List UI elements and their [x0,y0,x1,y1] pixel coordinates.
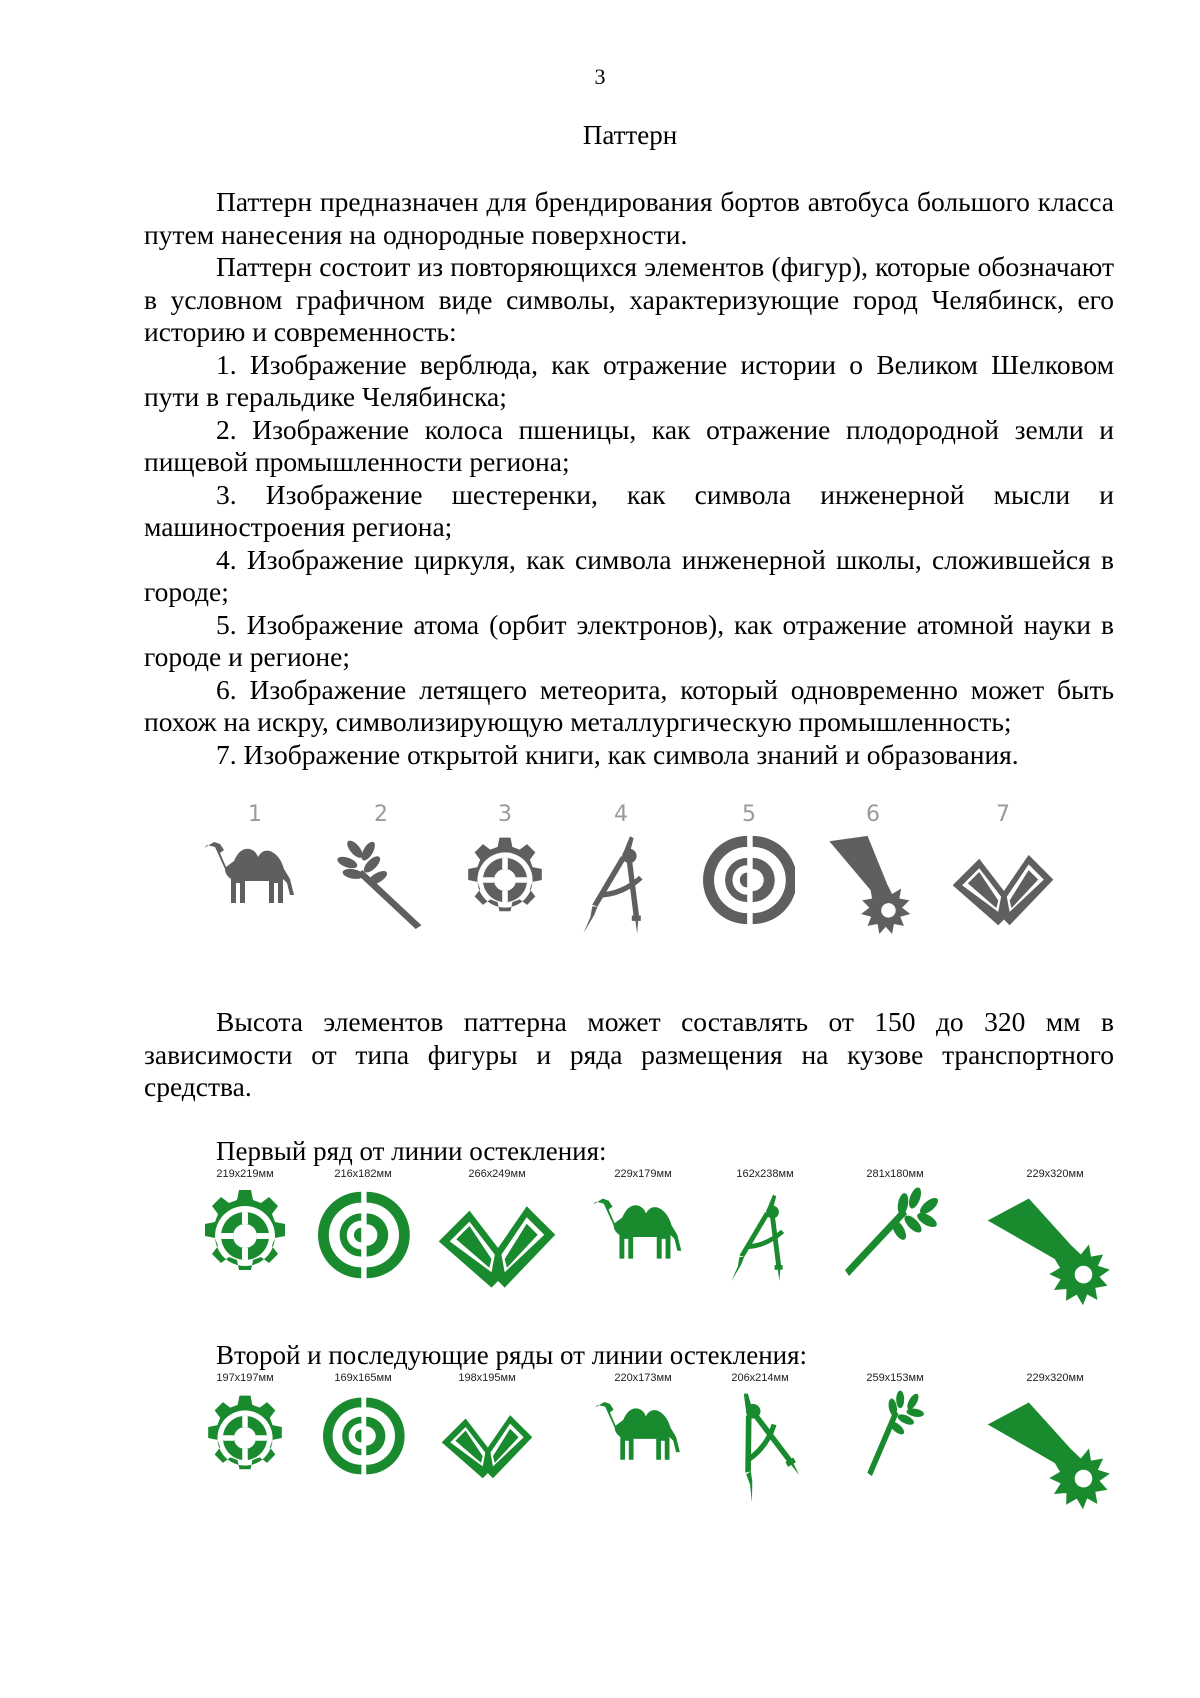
legend-number: 3 [498,802,512,827]
book-icon [435,1182,559,1292]
row1-item [990,1168,1120,1316]
paragraph: Паттерн предназначен для брендирования бортов автобуса большого класса путем нанесения на однородные поверхности. [144,186,1114,250]
dimension-label: 219x219мм [216,1168,274,1180]
compass-icon [725,1182,805,1292]
dimension-label: 281x180мм [866,1168,924,1180]
legend-number: 2 [374,802,388,827]
legend-number: 5 [742,802,756,827]
list-item: 3. Изображение шестеренки, как символа инженерной мысли и машиностроения региона; [144,478,1114,542]
dimension-label: 162x238мм [736,1168,794,1180]
list-item: 4. Изображение циркуля, как символа инженерной школы, сложившейся в городе; [144,543,1114,607]
dimension-label: 229x320мм [1026,1372,1084,1384]
list-item: 6. Изображение летящего метеорита, который одновременно может быть похож на искру, символизирующую металлургическую промышленность; [144,673,1114,737]
row1-item [308,1168,418,1280]
wheat-icon [839,1369,950,1496]
row2-item [308,1372,418,1476]
book-icon [440,1394,534,1484]
legend-item [190,800,320,924]
row1-item [432,1168,562,1292]
list-item: 2. Изображение колоса пшеницы, как отражение плодородной земли и пищевой промышленности региона; [144,413,1114,477]
row1-item [720,1168,810,1292]
book-icon [948,834,1058,929]
list-item: 5. Изображение атома (орбит электронов), как отражение атомной науки в городе и регионе; [144,608,1114,672]
camel-icon [591,1394,695,1480]
legend-number: 6 [866,802,880,827]
legend-item [684,800,814,926]
atom-icon [313,1190,413,1280]
page-number: 3 [594,64,606,89]
legend-item [556,800,686,934]
row1-label: Первый ряд от линии остекления: [216,1136,607,1166]
legend-number: 4 [614,802,628,827]
meteor-icon [981,1171,1129,1331]
row2-item [990,1372,1120,1520]
row2-label: Второй и последующие ряды от линии остекления: [216,1340,808,1370]
gear-icon [199,1392,291,1484]
page-title: Паттерн [582,120,678,150]
body-text [144,186,1114,771]
dimension-label: 169x165мм [334,1372,392,1384]
dimension-label: 197x197мм [216,1372,274,1384]
legend-item [938,800,1068,929]
dimension-label: 259x153мм [866,1372,924,1384]
atom-icon [320,1396,406,1476]
row2-item [830,1372,960,1472]
height-text [144,1006,1114,1104]
row2-item [190,1372,300,1484]
legend-item [316,800,446,929]
camel-icon [589,1190,697,1280]
row1-item [588,1168,698,1280]
compass-icon [694,1373,825,1507]
row1-item [830,1168,960,1284]
gear-icon [459,834,551,926]
meteor-icon [981,1375,1129,1535]
dimension-label: 206x214мм [731,1372,789,1384]
dimension-label: 266x249мм [468,1168,526,1180]
row2-item [432,1372,542,1484]
compass-icon [576,834,666,934]
paragraph: Паттерн состоит из повторяющихся элементов (фигур), которые обозначают в условном графичном виде символы, характеризующие город Челябинск, его историю и современность: [144,251,1114,347]
row2-item [710,1372,810,1490]
atom-icon [703,834,795,926]
list-item: 7. Изображение открытой книги, как символа знаний и образования. [216,738,1019,770]
dimension-label: 229x179мм [614,1168,672,1180]
gear-icon [195,1186,295,1286]
paragraph: Высота элементов паттерна может составлять от 150 до 320 мм в зависимости от типа фигуры и ряда размещения на кузове транспортного средства. [144,1006,1114,1102]
legend-item [440,800,570,926]
gray-icon-legend [190,800,1130,980]
dimension-label: 198x195мм [458,1372,516,1384]
meteor-icon [823,834,923,934]
dimension-label: 220x173мм [614,1372,672,1384]
wheat-icon [334,834,429,929]
wheat-icon [845,1179,945,1289]
row2-item [588,1372,698,1480]
row1-item [190,1168,300,1286]
dimension-label: 229x320мм [1026,1168,1084,1180]
legend-number: 7 [996,802,1010,827]
dimension-label: 216x182мм [334,1168,392,1180]
legend-item [808,800,938,934]
list-item: 1. Изображение верблюда, как отражение истории о Великом Шелковом пути в геральдике Челябинска; [144,348,1114,412]
legend-number: 1 [248,802,262,827]
camel-icon [200,834,310,924]
